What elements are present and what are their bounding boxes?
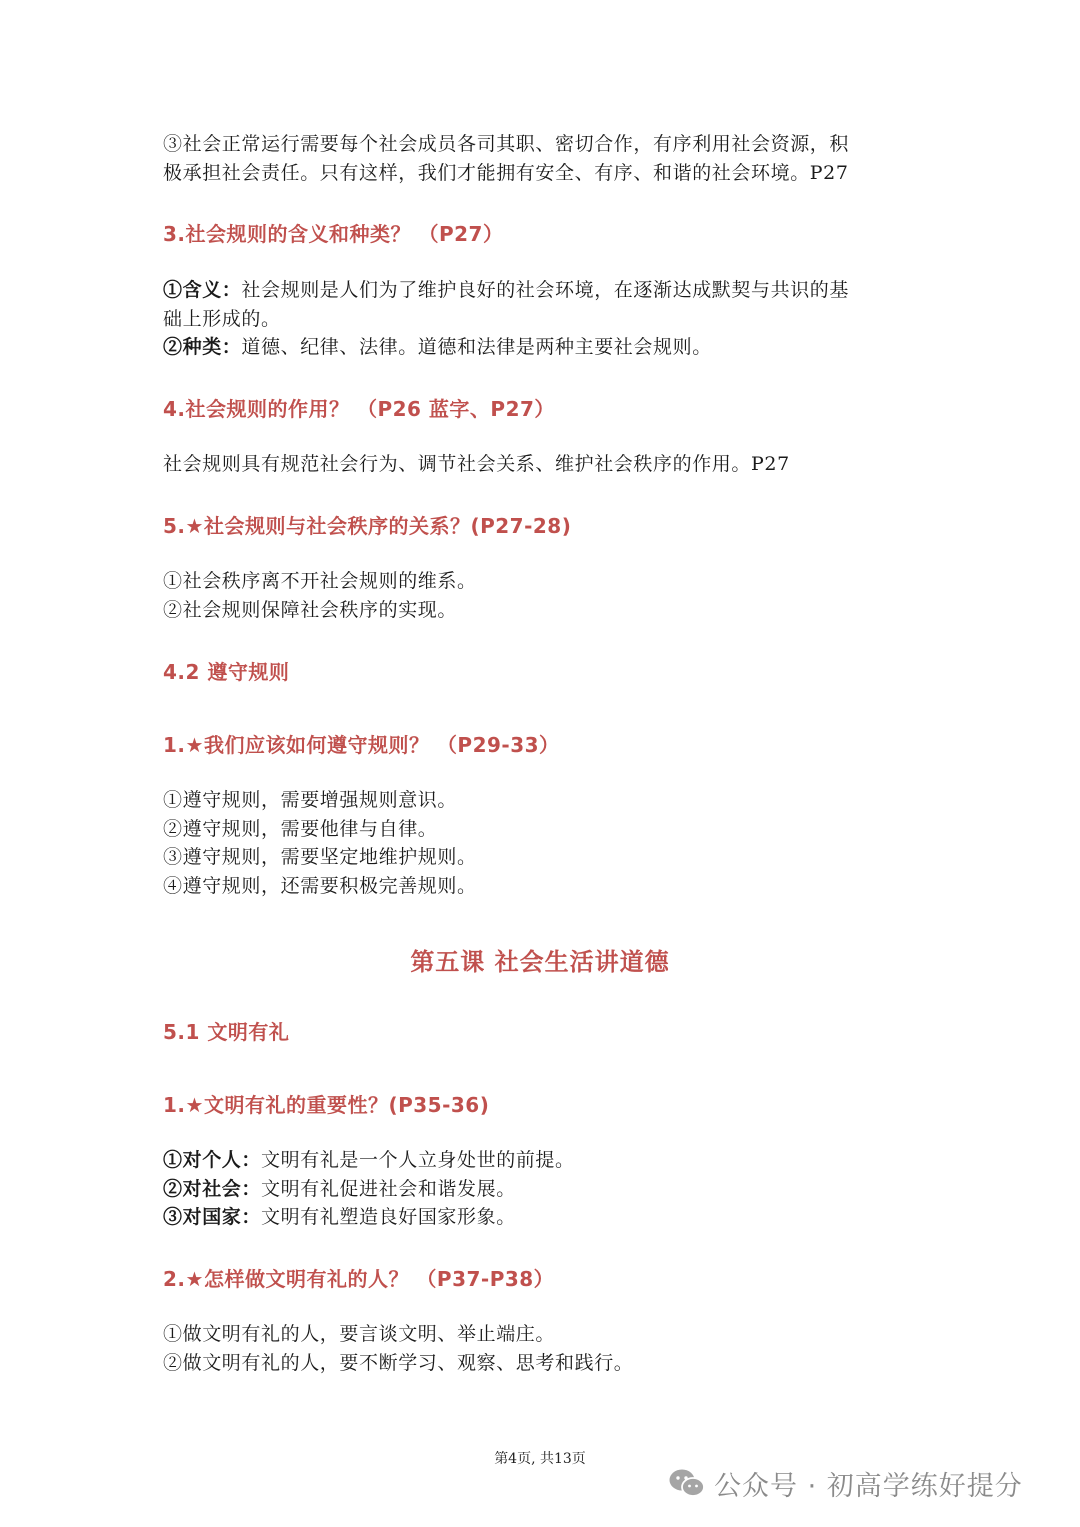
intro-line-2: 极承担社会责任。只有这样，我们才能拥有安全、有序、和谐的社会环境。P27 (163, 161, 849, 184)
civility-importance-heading: 1.★文明有礼的重要性？(P35-36) (163, 1093, 490, 1117)
wechat-icon (668, 1468, 706, 1498)
question-3-heading: 3.社会规则的含义和种类？ （P27） (163, 222, 504, 246)
question-3-answer (163, 276, 923, 362)
question-5-heading: 5.★社会规则与社会秩序的关系？(P27-28) (163, 514, 572, 538)
item-text: 文明有礼塑造良好国家形象。 (261, 1206, 516, 1229)
rules-question-heading: 1.★我们应该如何遵守规则？ （P29-33） (163, 733, 560, 757)
list-item (163, 1175, 923, 1204)
list-item: ④遵守规则，还需要积极完善规则。 (163, 874, 477, 897)
question-5-answer (163, 567, 923, 624)
intro-line-1: ③社会正常运行需要每个社会成员各司其职、密切合作，有序利用社会资源，积 (163, 133, 850, 155)
page-number: 第4页, 共13页 (494, 1451, 586, 1467)
item-text: 文明有礼是一个人立身处世的前提。 (261, 1149, 575, 1171)
list-item: ②社会规则保障社会秩序的实现。 (163, 598, 458, 621)
chapter-5-title: 第五课 社会生活讲道德 (410, 948, 670, 976)
civility-how-heading: 2.★怎样做文明有礼的人？ （P37-P38） (163, 1267, 555, 1291)
types-line (163, 333, 923, 362)
list-item (163, 1203, 923, 1232)
list-item: ③遵守规则，需要坚定地维护规则。 (163, 846, 477, 869)
definition-line-1 (163, 276, 923, 305)
definition-line-2: 础上形成的。 (163, 307, 281, 330)
list-item: ②做文明有礼的人，要不断学习、观察、思考和践行。 (163, 1351, 634, 1374)
list-item: ②遵守规则，需要他律与自律。 (163, 817, 438, 840)
list-item (163, 1146, 923, 1175)
item-label: ③对国家： (163, 1206, 262, 1229)
watermark (668, 1463, 1023, 1503)
item-label: ①对个人： (163, 1149, 262, 1171)
item-label: ②对社会： (163, 1177, 262, 1200)
section-4-2-heading: 4.2 遵守规则 (163, 660, 290, 684)
definition-text: 社会规则是人们为了维护良好的社会环境，在逐渐达成默契与共识的基 (241, 279, 850, 301)
types-label: ②种类： (163, 336, 242, 359)
item-text: 文明有礼促进社会和谐发展。 (261, 1177, 516, 1200)
question-4-answer (163, 450, 923, 479)
question-4-heading: 4.社会规则的作用？ （P26 蓝字、P27） (163, 397, 555, 421)
list-item: ①社会秩序离不开社会规则的维系。 (163, 570, 477, 592)
section-5-1-heading: 5.1 文明有礼 (163, 1020, 290, 1044)
civility-importance-answer (163, 1146, 923, 1232)
watermark-text: 公众号 · 初高学练好提分 (714, 1470, 1023, 1502)
civility-how-answer (163, 1320, 923, 1377)
question-4-text: 社会规则具有规范社会行为、调节社会关系、维护社会秩序的作用。P27 (163, 453, 790, 475)
list-item: ①做文明有礼的人，要言谈文明、举止端庄。 (163, 1323, 556, 1345)
definition-label: ①含义： (163, 279, 242, 301)
intro-paragraph (163, 130, 923, 187)
rules-question-answer (163, 786, 923, 900)
list-item: ①遵守规则，需要增强规则意识。 (163, 789, 458, 811)
types-text: 道德、纪律、法律。道德和法律是两种主要社会规则。 (241, 336, 712, 359)
